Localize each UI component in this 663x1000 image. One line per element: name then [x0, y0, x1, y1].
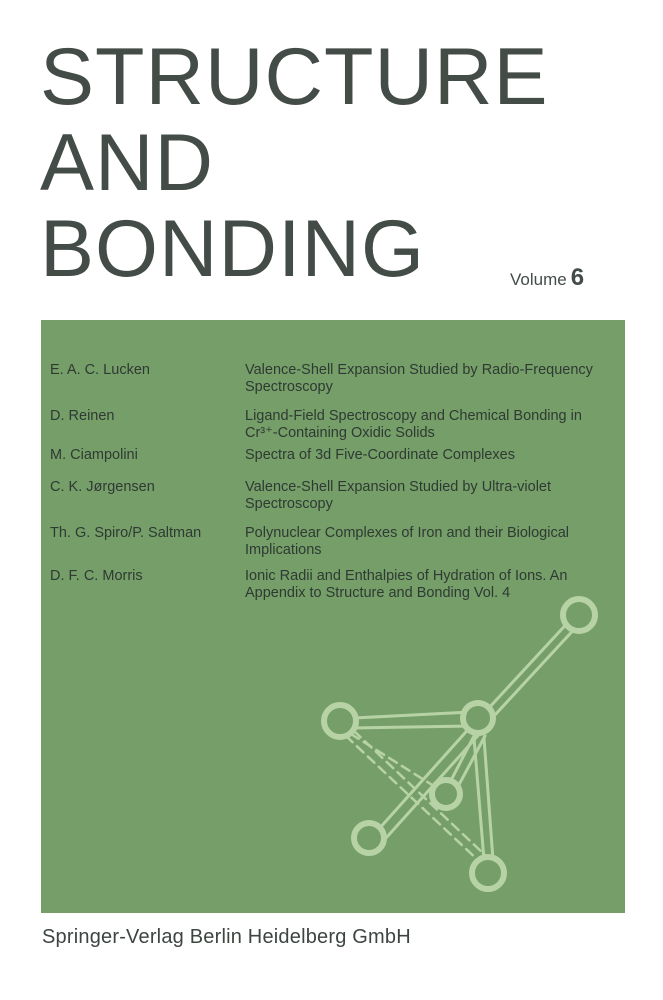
toc-title: Valence-Shell Expansion Studied by Ultra-violet Spectroscopy: [245, 479, 552, 512]
toc-title: Ligand-Field Spectroscopy and Chemical Bonding in Cr³⁺-Containing Oxidic Solids: [245, 408, 582, 441]
publisher-imprint: Springer-Verlag Berlin Heidelberg GmbH: [42, 926, 411, 948]
atom-circle: [463, 703, 493, 733]
title-line-1: STRUCTURE: [40, 32, 549, 122]
volume-text: Volume: [510, 270, 567, 289]
toc-author: Th. G. Spiro/P. Saltman: [50, 525, 202, 541]
atom-circle: [432, 780, 460, 808]
toc-title: Ionic Radii and Enthalpies of Hydration of Ions. An Appendix to Structure and Bonding Vol. 4: [245, 568, 568, 601]
toc-title: Polynuclear Complexes of Iron and their Biological Implications: [245, 525, 570, 558]
toc-author: E. A. C. Lucken: [50, 362, 150, 378]
atom-circle: [563, 599, 595, 631]
book-title: [40, 34, 549, 292]
toc-title: Spectra of 3d Five-Coordinate Complexes: [245, 447, 515, 463]
title-line-2: AND: [40, 118, 215, 208]
atom-circle: [354, 823, 384, 853]
atom-circle: [472, 857, 504, 889]
volume-label: [510, 264, 584, 292]
toc-author: D. Reinen: [50, 408, 115, 424]
atom-circle: [324, 705, 356, 737]
toc-author: D. F. C. Morris: [50, 568, 143, 584]
title-line-3: BONDING: [40, 204, 426, 294]
molecule-illustration: [41, 320, 625, 913]
toc-author: C. K. Jørgensen: [50, 479, 155, 495]
toc-author: M. Ciampolini: [50, 447, 138, 463]
cover-panel: [41, 320, 625, 913]
volume-number: 6: [570, 264, 585, 291]
toc-title: Valence-Shell Expansion Studied by Radio-Frequency Spectroscopy: [245, 362, 593, 395]
